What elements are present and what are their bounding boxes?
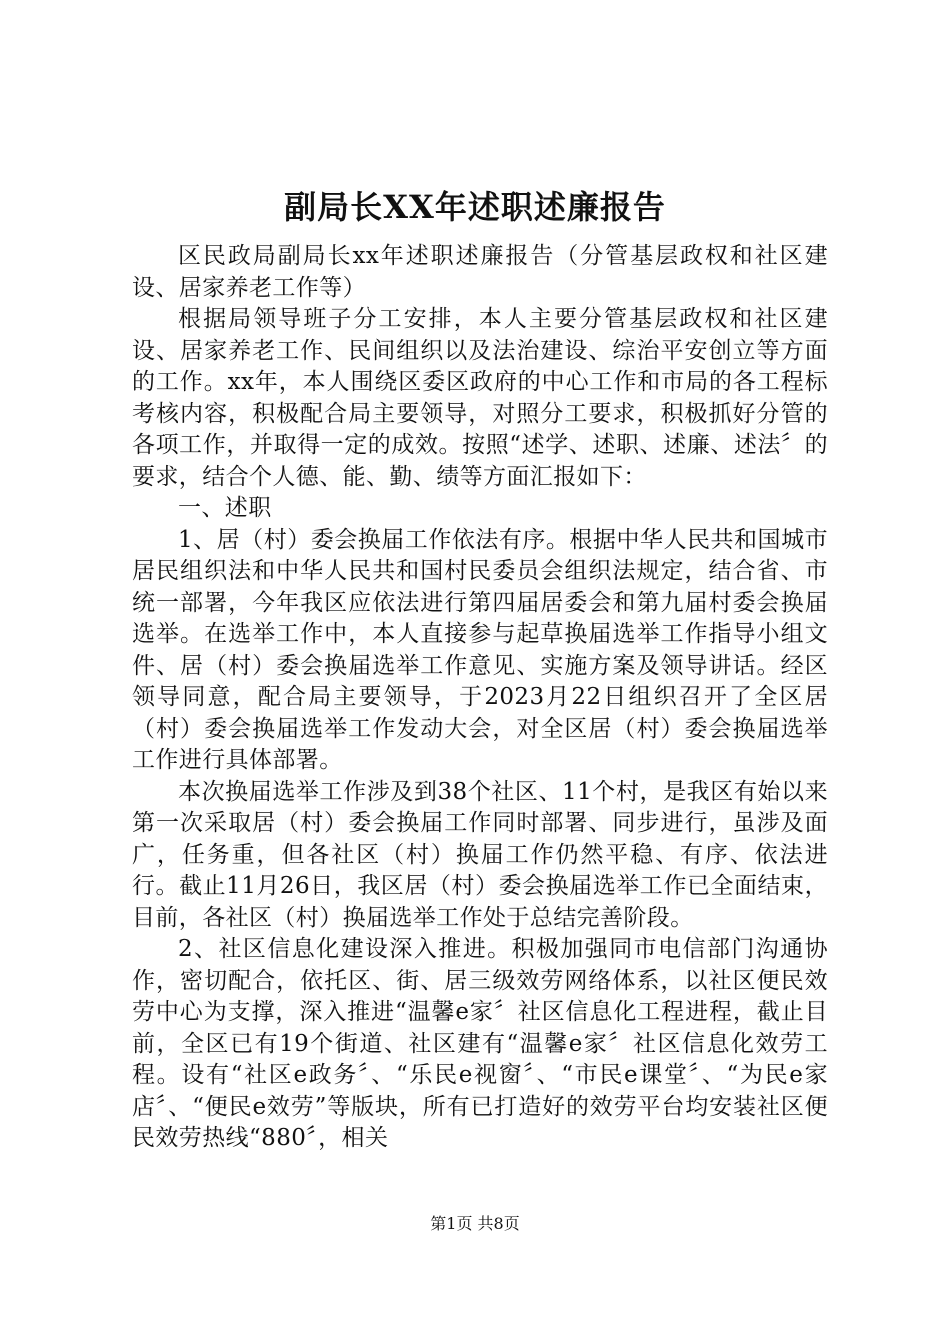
- paragraph-election-scope: 本次换届选举工作涉及到38个社区、11个村，是我区有始以来第一次采取居（村）委会换届工作同时部署、同步进行，虽涉及面广，任务重，但各社区（村）换届工作仍然平稳、有序、依法进行。截止11月26日，我区居（村）委会换届选举工作已全面结束，目前，各社区（村）换届选举工作处于总结完善阶段。: [132, 778, 828, 931]
- paragraph-overview: 根据局领导班子分工安排，本人主要分管基层政权和社区建设、居家养老工作、民间组织以及法治建设、综治平安创立等方面的工作。xx年，本人围绕区委区政府的中心工作和市局的各工程标考核内容，积极配合局主要领导，对照分工要求，积极抓好分管的各项工作，并取得一定的成效。按照“述学、述职、述廉、述法〞的要求，结合个人德、能、勤、绩等方面汇报如下：: [132, 306, 828, 490]
- section-heading-report: 一、述职: [178, 495, 272, 521]
- paragraph-election: 1、居（村）委会换届工作依法有序。根据中华人民共和国城市居民组织法和中华人民共和国村民委员会组织法规定，结合省、市统一部署，今年我区应依法进行第四届居委会和第九届村委会换届选举。在选举工作中，本人直接参与起草换届选举工作指导小组文件、居（村）委会换届选举工作意见、实施方案及领导讲话。经区领导同意，配合局主要领导，于2023月22日组织召开了全区居（村）委会换届选举工作发动大会，对全区居（村）委会换届选举工作进行具体部署。: [132, 526, 828, 773]
- paragraph-intro: 区民政局副局长xx年述职述廉报告（分管基层政权和社区建设、居家养老工作等）: [132, 243, 828, 301]
- paragraph-informatization: 2、社区信息化建设深入推进。积极加强同市电信部门沟通协作，密切配合，依托区、街、居三级效劳网络体系，以社区便民效劳中心为支撑，深入推进“温馨e家〞社区信息化工程进程，截止目前，全区已有19个街道、社区建有“温馨e家〞社区信息化效劳工程。设有“社区e政务〞、“乐民e视窗〞、“市民e课堂〞、“为民e家店〞、“便民e效劳”等版块，所有已打造好的效劳平台均安装社区便民效劳热线“880〞，相关: [132, 936, 828, 1151]
- document-title: 副局长XX年述职述廉报告: [284, 188, 666, 226]
- page-number-footer: 第1页 共8页: [430, 1214, 520, 1233]
- document-body: [132, 241, 828, 1155]
